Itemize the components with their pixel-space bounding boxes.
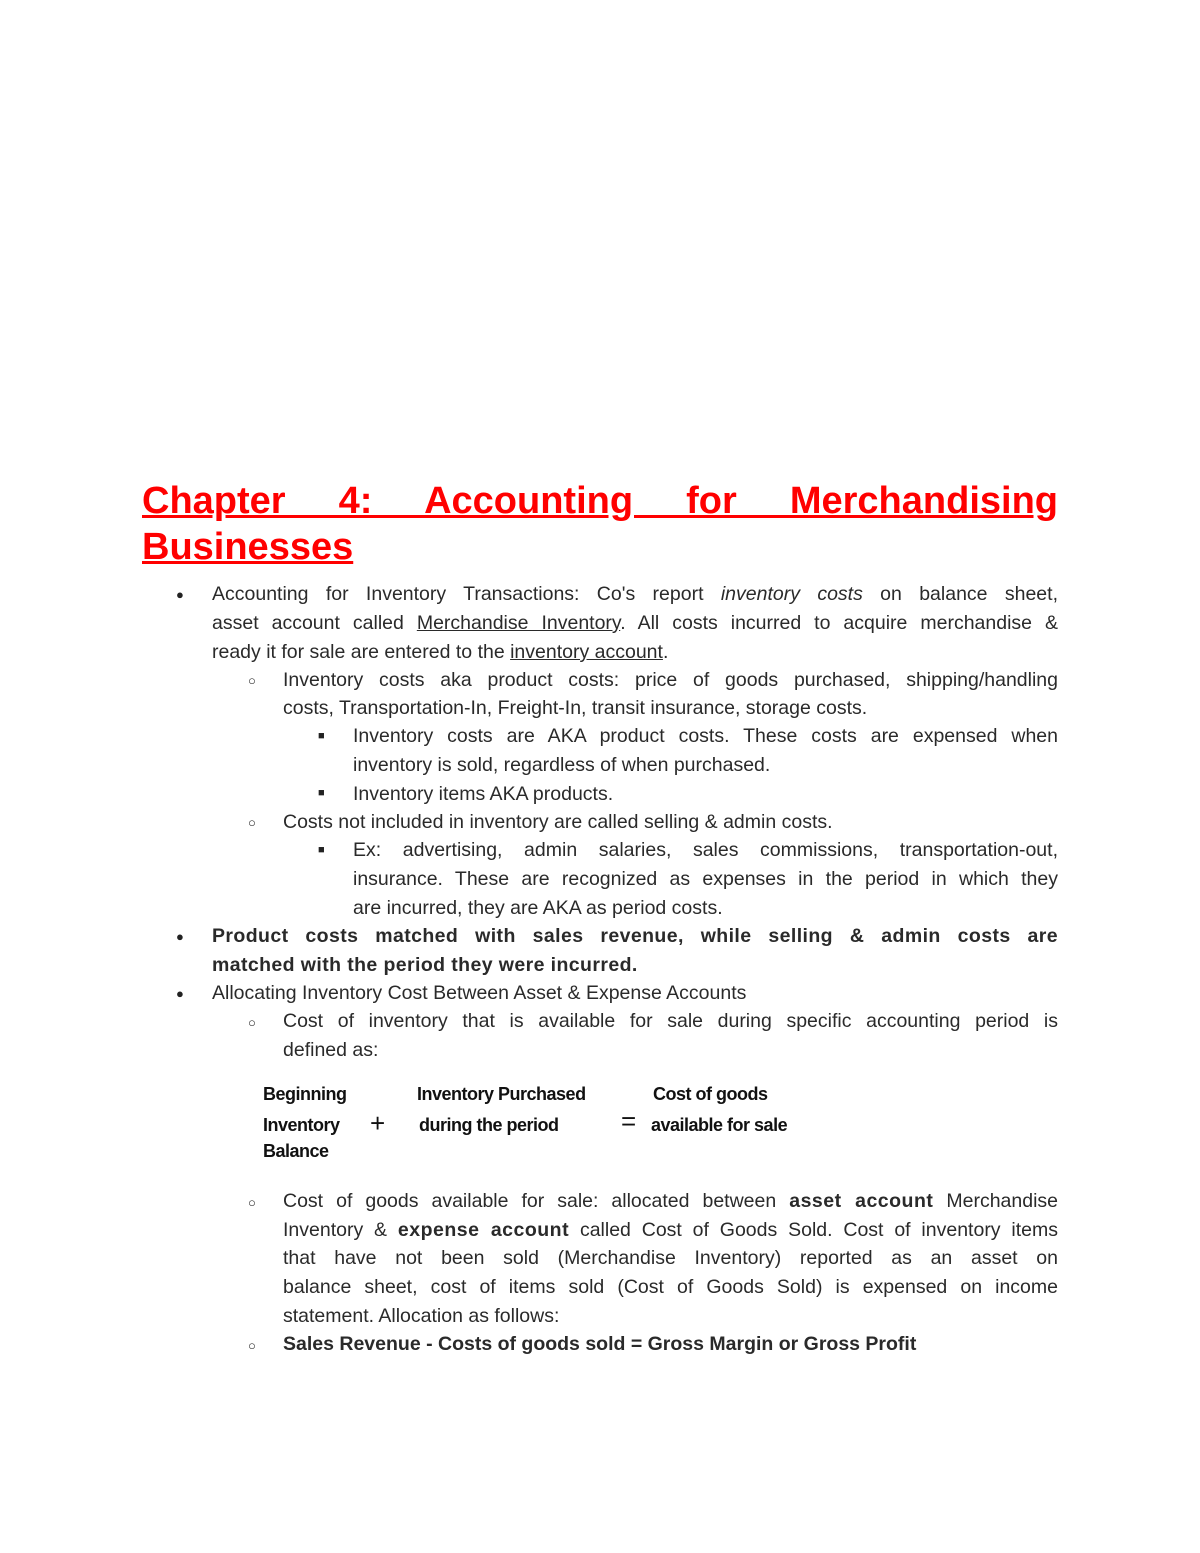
bullet-1-line-1: Accounting for Inventory Transactions: Co's report inventory costs on balance sheet, <box>212 583 1058 605</box>
eq-term-2-line-1: Inventory Purchased <box>417 1084 586 1104</box>
circle-marker: ○ <box>248 673 256 688</box>
square-marker: ■ <box>318 787 325 799</box>
sub-5-line-1: Sales Revenue - Costs of goods sold = Gross Margin or Gross Profit <box>283 1333 917 1355</box>
square-marker: ■ <box>318 730 325 742</box>
sub-4-line-1: Cost of goods available for sale: allocated between asset account Merchandise <box>283 1190 1059 1212</box>
sub-3-line-2: defined as: <box>283 1039 379 1061</box>
sub-1-line-2: costs, Transportation-In, Freight-In, transit insurance, storage costs. <box>283 697 868 719</box>
eq-term-3-line-1: Cost of goods <box>653 1084 768 1104</box>
sub-3-line-1: Cost of inventory that is available for sale during specific accounting period is <box>283 1010 1058 1032</box>
sub-2-line-1: Costs not included in inventory are called selling & admin costs. <box>283 811 833 833</box>
sub-1-line-1: Inventory costs aka product costs: price of goods purchased, shipping/handling <box>283 669 1058 691</box>
bullet-2-line-2: matched with the period they were incurred. <box>212 954 638 976</box>
link-inventory-account: inventory account <box>510 641 663 663</box>
chapter-title-line-1: Chapter 4: Accounting for Merchandising <box>142 480 1058 522</box>
subsub-2-line-1: Inventory items AKA products. <box>353 783 614 805</box>
emphasis-asset-account: asset account <box>789 1190 934 1212</box>
bullet-1-line-2: asset account called Merchandise Inventory. All costs incurred to acquire merchandise & <box>212 612 1059 634</box>
subsub-1-line-1: Inventory costs are AKA product costs. These costs are expensed when <box>353 725 1058 747</box>
circle-marker: ○ <box>248 815 256 830</box>
sub-4-line-5: statement. Allocation as follows: <box>283 1305 560 1327</box>
circle-marker: ○ <box>248 1015 256 1030</box>
sub-4-line-3: that have not been sold (Merchandise Inventory) reported as an asset on <box>283 1247 1058 1269</box>
subsub-1-line-2: inventory is sold, regardless of when purchased. <box>353 754 771 776</box>
chapter-title-line-2: Businesses <box>142 526 354 568</box>
emphasis-inventory-costs: inventory costs <box>720 583 863 605</box>
eq-term-1-line-1: Beginning <box>263 1084 347 1104</box>
sub-4-line-2: Inventory & expense account called Cost of Goods Sold. Cost of inventory items <box>283 1219 1058 1241</box>
eq-term-1-line-3: Balance <box>263 1141 329 1161</box>
subsub-3-line-3: are incurred, they are AKA as period costs. <box>353 897 723 919</box>
bullet-marker: ● <box>176 929 184 944</box>
chapter-title <box>142 478 1058 570</box>
bullet-2-line-1: Product costs matched with sales revenue, while selling & admin costs are <box>212 925 1058 947</box>
bullet-3-line-1: Allocating Inventory Cost Between Asset & Expense Accounts <box>212 982 747 1004</box>
eq-term-1-line-2: Inventory <box>263 1115 340 1135</box>
equals-sign: = <box>621 1106 637 1136</box>
circle-marker: ○ <box>248 1338 256 1353</box>
eq-term-3-line-2: available for sale <box>651 1115 788 1135</box>
circle-marker: ○ <box>248 1195 256 1210</box>
bullet-marker: ● <box>176 587 184 602</box>
subsub-3-line-1: Ex: advertising, admin salaries, sales commissions, transportation-out, <box>353 839 1058 861</box>
eq-term-2-line-2: during the period <box>419 1115 559 1135</box>
emphasis-expense-account: expense account <box>397 1219 570 1241</box>
subsub-3-line-2: insurance. These are recognized as expenses in the period in which they <box>353 868 1058 890</box>
bullet-1-line-3: ready it for sale are entered to the inventory account. <box>212 641 669 663</box>
bullet-marker: ● <box>176 986 184 1001</box>
square-marker: ■ <box>318 844 325 856</box>
sub-4-line-4: balance sheet, cost of items sold (Cost of Goods Sold) is expensed on income <box>283 1276 1058 1298</box>
link-merchandise-inventory: Merchandise Inventory <box>416 612 621 634</box>
plus-sign: + <box>370 1108 386 1138</box>
